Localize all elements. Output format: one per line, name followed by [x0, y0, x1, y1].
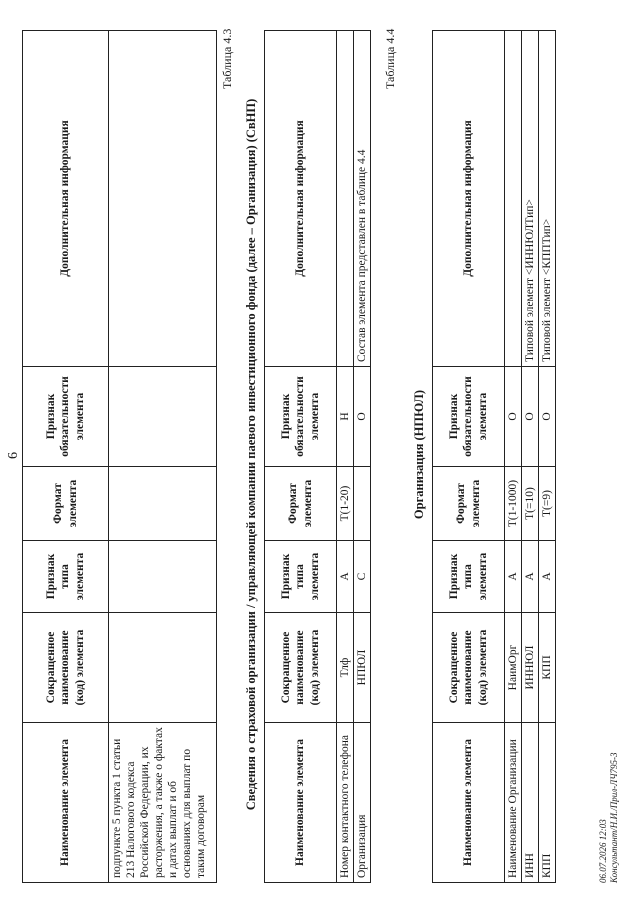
table-cell	[109, 467, 217, 541]
table-cell-name: подпункте 5 пункта 1 статьи 213 Налогового кодекса Российской Федерации, их расторжения, а также о фактах и датах выплат и об основаниях для выплат по таким договорам	[109, 723, 217, 883]
table-cell-required: О	[354, 367, 371, 467]
table-cell-name: ИНН	[522, 723, 539, 883]
table-cell-type: С	[354, 541, 371, 613]
table-cell	[109, 613, 217, 723]
page-number: 6	[6, 452, 21, 459]
table-row	[354, 31, 371, 883]
table-cell-required: О	[522, 367, 539, 467]
col-required-header: Признак обязательности элемента	[265, 367, 337, 467]
col-short-header: Сокращенное наименование (код) элемента	[23, 613, 109, 723]
table-cell-required: Н	[337, 367, 354, 467]
col-required-header: Признак обязательности элемента	[23, 367, 109, 467]
table-cell	[109, 31, 217, 367]
table-cell-name: Организация	[354, 723, 371, 883]
table-cell-required: О	[505, 367, 522, 467]
table-cell-type: A	[505, 541, 522, 613]
col-format-header: Формат элемента	[433, 467, 505, 541]
col-name-header: Наименование элемента	[23, 723, 109, 883]
table-cell-info	[337, 31, 354, 367]
table-4-3	[264, 30, 371, 883]
table-cell	[109, 367, 217, 467]
col-type-header: Признак типа элемента	[433, 541, 505, 613]
table-cell-type: A	[522, 541, 539, 613]
table-row	[109, 31, 217, 883]
table-title-4-4: Организация (НПЮЛ)	[412, 389, 426, 520]
col-format-header: Формат элемента	[265, 467, 337, 541]
col-name-header: Наименование элемента	[433, 723, 505, 883]
table-cell-short: КПП	[539, 613, 556, 723]
table-label-4-3: Таблица 4.3	[220, 28, 234, 89]
table-cell-required: О	[539, 367, 556, 467]
table-cell-format: T(=10)	[522, 467, 539, 541]
table-cell-format	[354, 467, 371, 541]
col-required-header: Признак обязательности элемента	[433, 367, 505, 467]
table-header-row	[265, 31, 337, 883]
table-continuation	[22, 30, 217, 883]
table-row	[505, 31, 522, 883]
table-row	[337, 31, 354, 883]
col-info-header: Дополнительная информация	[265, 31, 337, 367]
table-row	[539, 31, 556, 883]
col-type-header: Признак типа элемента	[23, 541, 109, 613]
table-cell-format: T(1-20)	[337, 467, 354, 541]
table-label-4-4: Таблица 4.4	[383, 28, 397, 89]
col-name-header: Наименование элемента	[265, 723, 337, 883]
table-cell-info: Типовой элемент <ИННЮЛТип>	[522, 31, 539, 367]
col-info-header: Дополнительная информация	[433, 31, 505, 367]
table-title-4-3: Сведения о страховой организации / управляющей компании паевого инвестиционного фонда (далее – Организация) (СвНП)	[244, 98, 258, 811]
col-info-header: Дополнительная информация	[23, 31, 109, 367]
table-cell-format: T(=9)	[539, 467, 556, 541]
table-cell-type: A	[539, 541, 556, 613]
footer-date: 06.07.2026 12:03	[598, 819, 608, 883]
table-cell-short: Тлф	[337, 613, 354, 723]
table-cell-name: КПП	[539, 723, 556, 883]
table-cell	[109, 541, 217, 613]
table-cell-short: НаимОрг	[505, 613, 522, 723]
col-type-header: Признак типа элемента	[265, 541, 337, 613]
table-row	[522, 31, 539, 883]
table-cell-name: Номер контактного телефона	[337, 723, 354, 883]
table-cell-short: НПЮЛ	[354, 613, 371, 723]
table-cell-type: A	[337, 541, 354, 613]
table-cell-info: Состав элемента представлен в таблице 4.4	[354, 31, 371, 367]
col-format-header: Формат элемента	[23, 467, 109, 541]
table-header-row	[23, 31, 109, 883]
table-cell-short: ИННЮЛ	[522, 613, 539, 723]
footer-stamp	[598, 753, 620, 883]
col-short-header: Сокращенное наименование (код) элемента	[265, 613, 337, 723]
table-header-row	[433, 31, 505, 883]
table-cell-format: T(1-1000)	[505, 467, 522, 541]
table-cell-info	[505, 31, 522, 367]
col-short-header: Сокращенное наименование (код) элемента	[433, 613, 505, 723]
table-4-4	[432, 30, 556, 883]
table-cell-name: Наименование Организации	[505, 723, 522, 883]
table-cell-info: Типовой элемент <КППТип>	[539, 31, 556, 367]
footer-source: Консультант/Н.И./Прил-ЛЧ795-3	[608, 752, 619, 883]
